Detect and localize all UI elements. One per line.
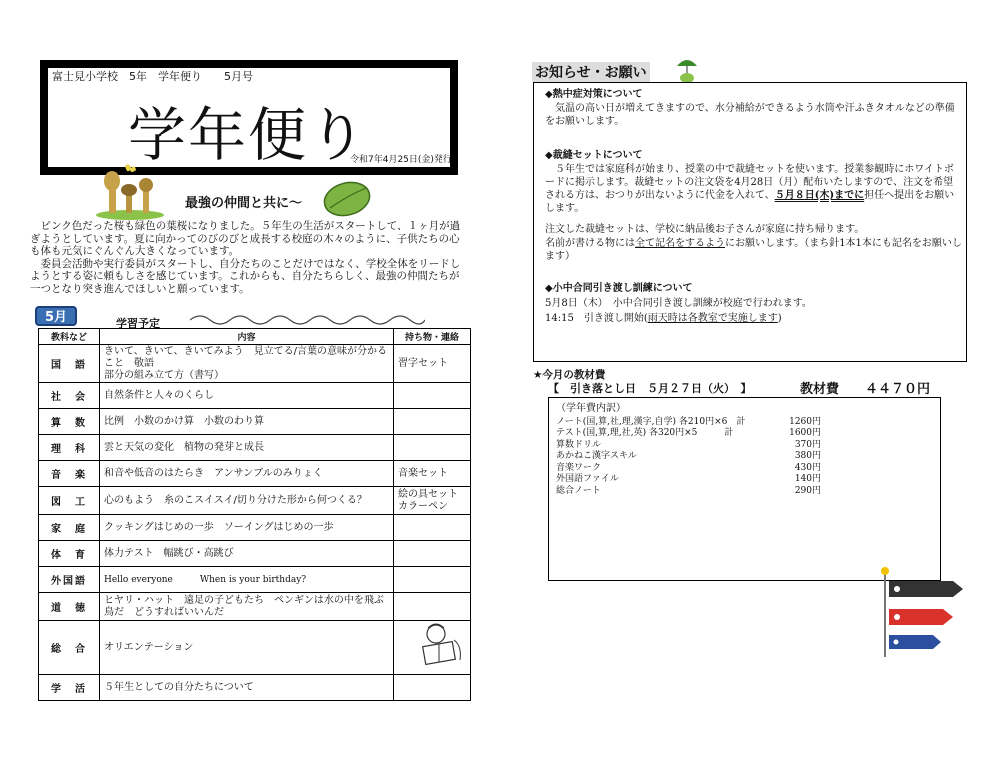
heat-body: 気温の高い日が増えてきますので、水分補給ができるよう水筒や汗ふきタオルなどの準備をお願いします。 — [545, 103, 955, 127]
list-item: テスト(国,算,理,社,英) 各320円×5 計 1600円 — [556, 428, 821, 438]
page-title: 学年便り — [128, 101, 369, 169]
list-item: 総合ノート 290円 — [556, 485, 821, 496]
table-row: 理 科 雲と天気の変化 植物の発芽と成長 — [39, 435, 471, 461]
sewing-note: 注文した裁縫セットは、学校に納品後お子さんが家庭に持ち帰ります。 — [545, 224, 865, 235]
schedule-title: 学習予定 — [116, 317, 160, 330]
heat-heading: ◆熱中症対策について — [545, 89, 643, 100]
sewing-deadline: ５月８日(木)までに — [774, 190, 865, 201]
vine-decoration-icon — [190, 312, 425, 326]
intro-text — [30, 220, 465, 295]
list-item: ノート(国,算,社,理,漢字,自学) 各210円×6 計 1260円 — [556, 416, 821, 427]
drill-line-2: 14:15 引き渡し開始(雨天時は各教室で実施します) — [545, 313, 782, 324]
list-item: 算数ドリル 370円 — [556, 439, 821, 450]
issue-date: 令和7年4月25日(金)発行 — [350, 155, 452, 165]
fee-title: ★今月の教材費 — [533, 369, 606, 381]
sewing-body: ５年生では家庭科が始まり、授業の中で裁縫セットを使います。授業参観時にホワイトボードに掲示します。裁縫セットの注文袋を4月28日（月）配布いたしますので、注文を希望される方は、おつりが出ないように代金を入れて、５月８日(木)までに担任へ提出をお願いします。 — [545, 164, 955, 214]
drill-heading: ◆小中合同引き渡し訓練について — [545, 283, 693, 294]
fee-total: 教材費 ４４７０円 — [800, 382, 931, 397]
table-row: 家 庭 クッキングはじめの一歩 ソーイングはじめの一歩 — [39, 515, 471, 541]
header-content: 内容 — [100, 329, 394, 345]
leaf-illustration — [322, 180, 372, 218]
schedule-table — [38, 328, 471, 701]
list-item: あかねこ漢字スキル 380円 — [556, 451, 821, 461]
fee-list — [556, 403, 821, 497]
month-badge: 5月 — [35, 306, 77, 326]
table-row: 社 会 自然条件と人々のくらし — [39, 383, 471, 409]
intro-paragraph: 委員会活動や実行委員がスタートし、自分たちのことだけではなく、学校全体をリードしようとする姿に頼もしさを感じています。これからも、自分たちらしく、最強の仲間たちが一つとなり突き進んでほしいと願っています。 — [30, 257, 461, 295]
table-row: 体 育 体力テスト 幅跳び・高跳び — [39, 541, 471, 567]
koinobori-illustration — [875, 565, 970, 660]
list-item: 音楽ワーク 430円 — [556, 462, 821, 473]
list-item: 外国語ファイル 140円 — [556, 474, 821, 484]
intro-paragraph: ピンク色だった桜も緑色の葉桜になりました。５年生の生活がスタートして、１ヶ月が過ぎようとしています。夏に向かってのびのびと成長する校庭の木々のように、子供たちの心も体も元気にぐんぐん大きくなっています。 — [30, 220, 461, 257]
intro-headline: 最強の仲間と共に～ — [185, 196, 303, 211]
table-row: 音 楽 和音や低音のはたらき アンサンブルのみりょく 音楽セット — [39, 461, 471, 487]
mushroom-illustration — [95, 163, 165, 221]
sewing-heading: ◆裁縫セットについて — [545, 150, 643, 161]
table-row: 学 活 ５年生としての自分たちについて — [39, 675, 471, 701]
withdrawal-date: 【 引き落とし日 ５月２７日（火） 】 — [548, 382, 752, 395]
table-row: 道 徳 ヒヤリ・ハット 遠足の子どもたち ペンギンは水の中を飛ぶ鳥だ どうすればいいんだ — [39, 593, 471, 621]
table-row: 外国語 Hello everyone When is your birthday? — [39, 567, 471, 593]
notices-title: お知らせ・お願い — [532, 62, 650, 82]
frog-umbrella-icon — [675, 56, 699, 84]
reading-child-illustration — [416, 620, 466, 668]
table-row: 総 合 オリエンテーション — [39, 621, 471, 675]
drill-line-1: 5月8日（木） 小中合同引き渡し訓練が校庭で行われます。 — [545, 298, 812, 309]
header-items: 持ち物・連絡 — [394, 329, 471, 345]
masthead-subtitle: 富士見小学校 5年 学年便り 5月号 — [52, 70, 253, 83]
fee-list-title: （学年費内訳） — [556, 403, 626, 414]
sewing-name-note: 名前が書ける物には全て記名をするようにお願いします。（まち針1本1本にも記名をお願いします） — [545, 238, 962, 262]
table-row: 図 工 心のもよう 糸のこスイスイ/切り分けた形から何つくる？ 絵の具セット カラーペン — [39, 487, 471, 515]
table-row: 国 語 きいて、きいて、きいてみよう 見立てる/言葉の意味が分かること 敬語 部分の組み立て方（書写） 習字セット — [39, 345, 471, 383]
header-subject: 教科など — [39, 329, 100, 345]
table-row: 算 数 比例 小数のかけ算 小数のわり算 — [39, 409, 471, 435]
